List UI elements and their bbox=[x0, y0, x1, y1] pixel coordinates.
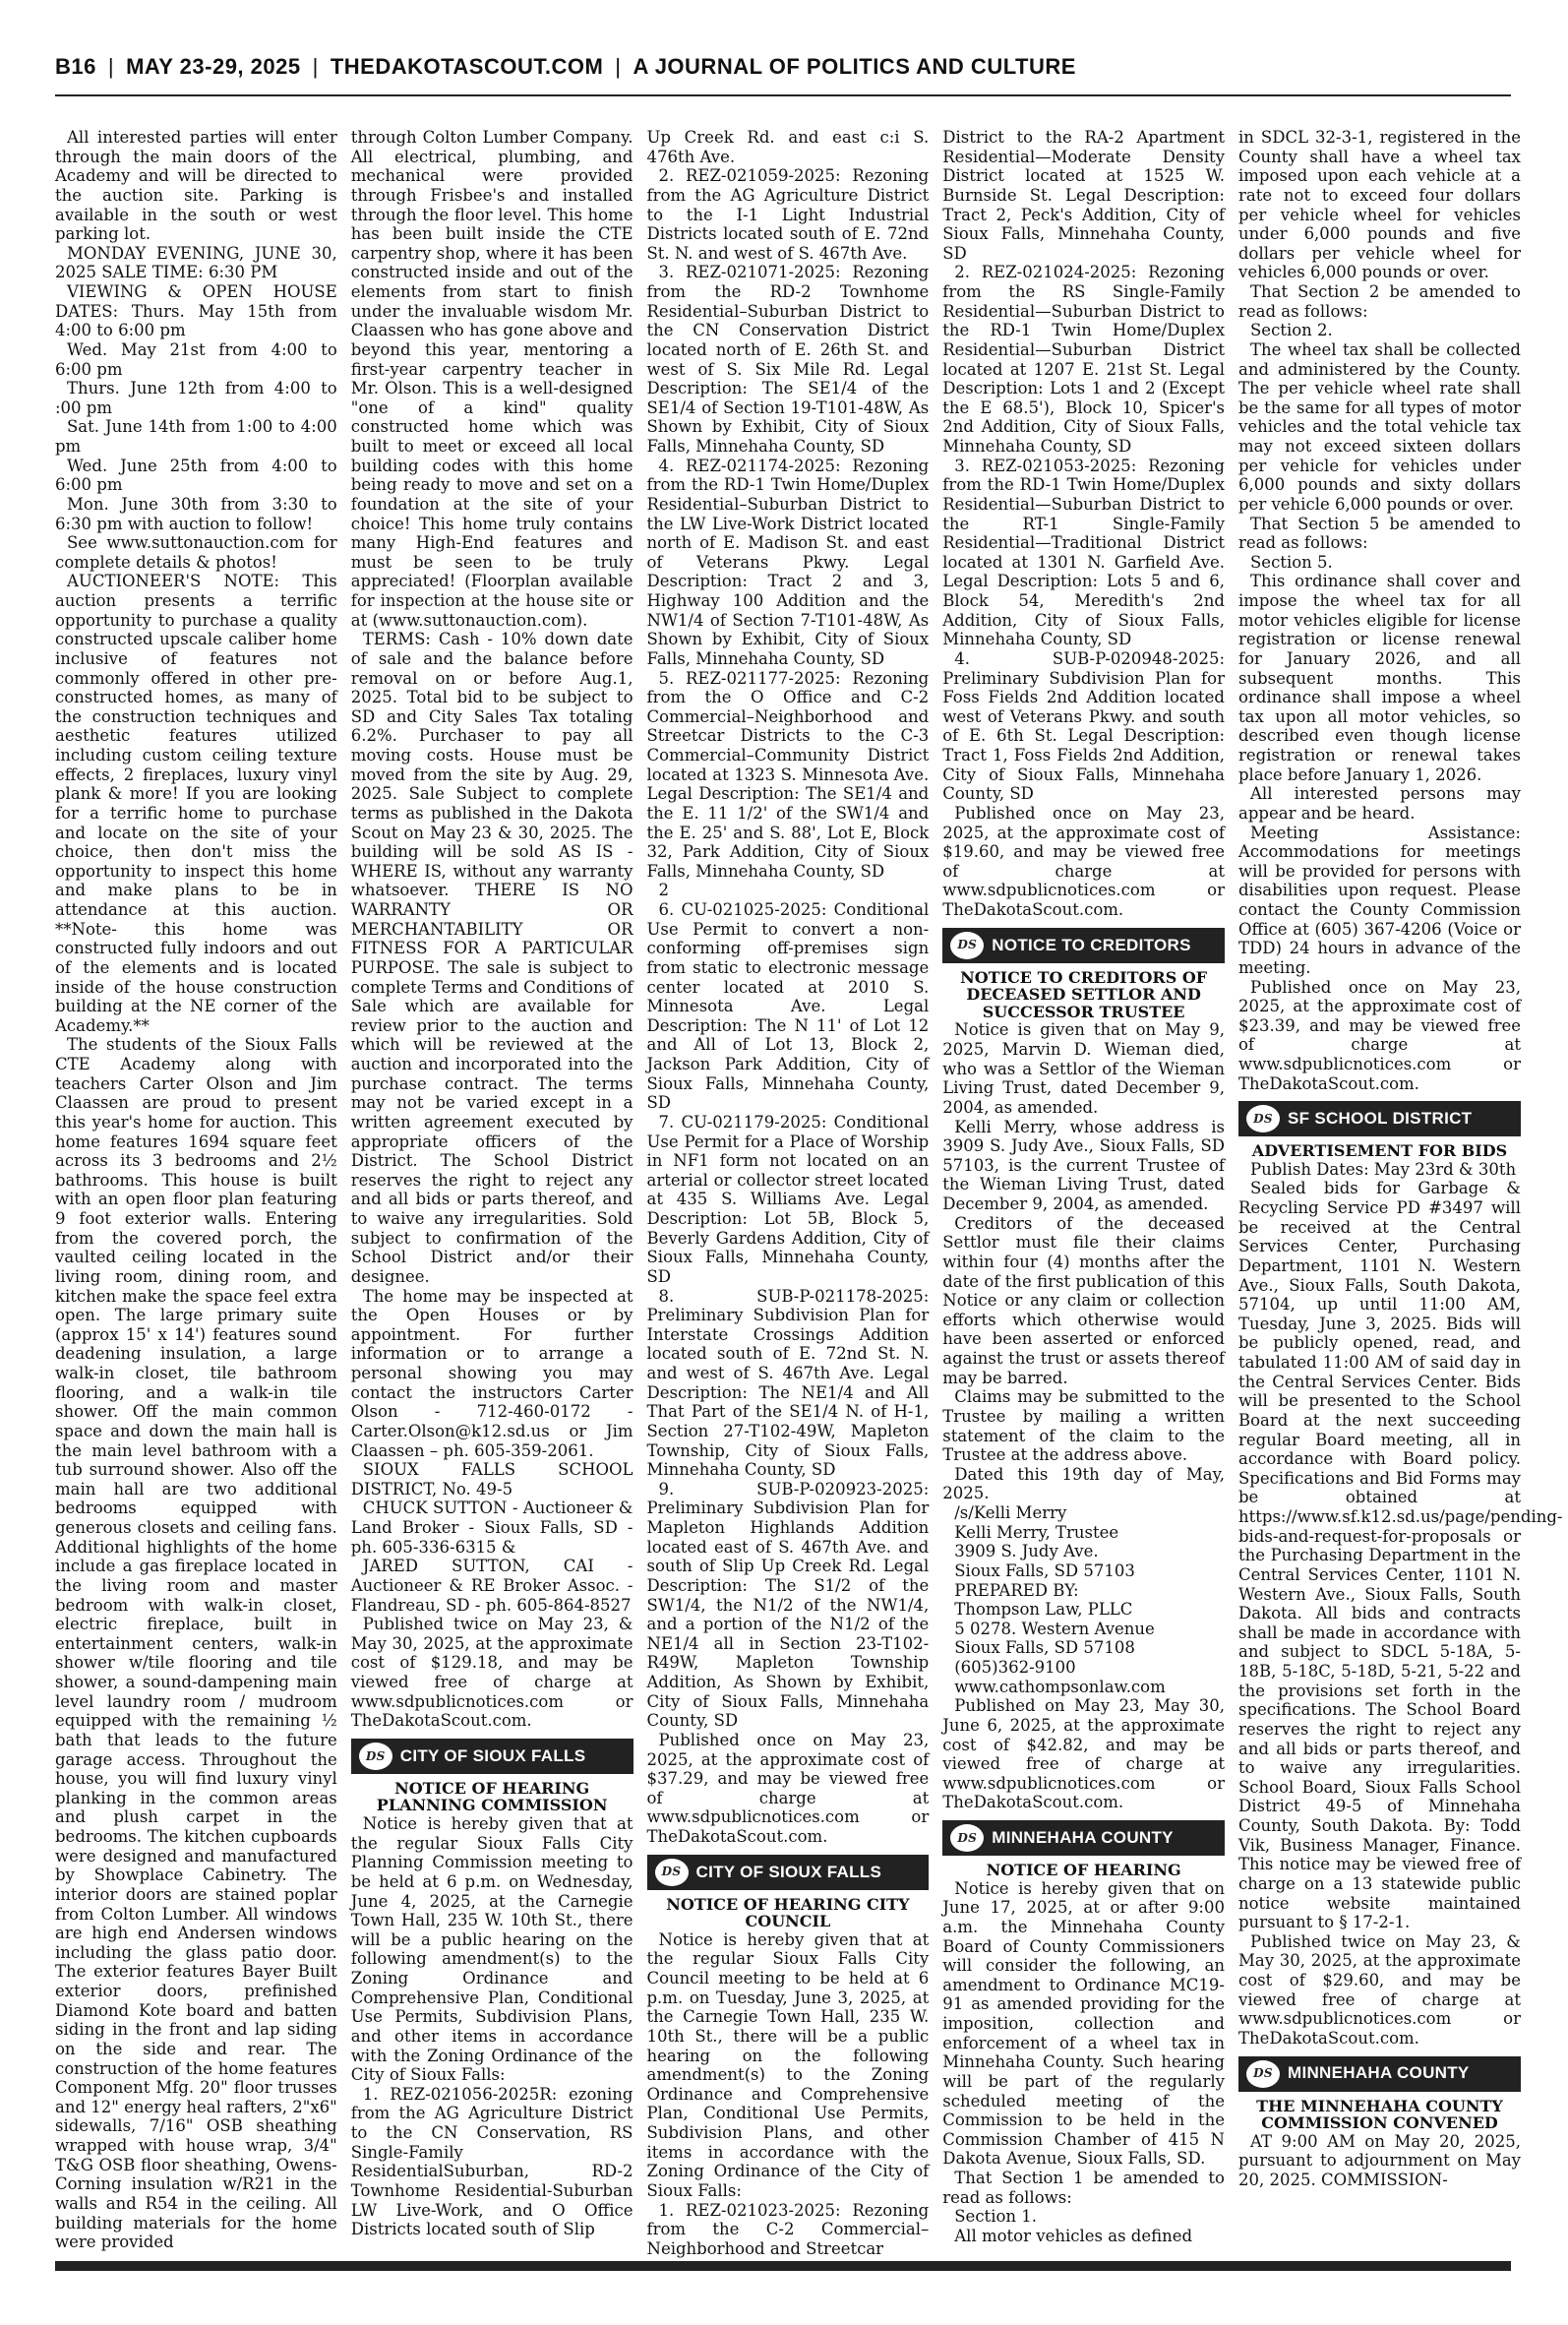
paragraph: The students of the Sioux Falls CTE Academy along with teachers Carter Olson and Jim Claassen are proud to present this year's home for auction. This home features 1694 square feet across its 3 bedrooms and 2½ bathrooms. This house is built with an open floor plan featuring 9 foot exterior walls. Entering from the covered porch, the vaulted ceiling located in the living room, dining room, and kitchen make the space feel extra open. The large primary suite (approx 15' x 14') features sound deadening insulation, a large walk-in closet, tile bathroom flooring, and a walk-in tile shower. Off the main common space and down the main hall is the main level bathroom with a tub surround shower. Also off the main hall are two additional bedrooms equipped with generous closets and ceiling fans. Additional highlights of the home include a gas fireplace located in the living room and master bedroom with walk-in closet, electric fireplace, built in entertainment centers, walk-in shower w/tile flooring and tile shower, a sound-dampening main level laundry room / mudroom equipped with the remaining ½ bath that leads to the future garage access. Throughout the house, you will find luxury vinyl planking in the common areas and plush carpet in the bedrooms. The kitchen cupboards were designed and manufactured by Showplace Cabinetry. The interior doors are stained poplar from Colton Lumber. All windows are high end Andersen windows including the glass patio door. The exterior features Bayer Built exterior doors, prefinished Diamond Kote board and batten siding in the front and lap siding on the side and rear. The construction of the home features Component Mfg. 20" floor trusses and 12" energy heal rafters, 2"x6" sidewalls, 7/16" OSB sheathing wrapped with house wrap, 3/4" T&G OSB floor sheathing, Owens-Corning insulation w/R21 in the walls and R54 in the ceiling. All building materials for the home were provided bbox=[55, 1035, 337, 2252]
dakota-scout-logo-icon: DS bbox=[655, 1859, 689, 1886]
paragraph: Notice is hereby given that at the regular Sioux Falls City Planning Commission meeting to be held at 6 p.m. on Wednesday, June 4, 2025, at the Carnegie Town Hall, 235 W. 10th St., there will be a public hearing on the following amendment(s) to the Zoning Ordinance and Comprehensive Plan, Conditional Use Permits, Subdivision Plans, and other items in accordance with the Zoning Ordinance of the City of Sioux Falls: bbox=[350, 1814, 633, 2085]
notice-heading: NOTICE TO CREDITORS OF DECEASED SETTLOR AND SUCCESSOR TRUSTEE bbox=[960, 967, 1208, 1021]
notice-columns bbox=[55, 128, 1563, 2258]
site-name[interactable]: THEDAKOTASCOUT.COM bbox=[330, 54, 604, 79]
paragraph: All interested parties will enter through the main doors of the Academy and will be directed to the auction site. Parking is available in the south or west parking lot. bbox=[55, 128, 337, 244]
paragraph: Section 5. bbox=[1250, 552, 1333, 572]
notice-heading: NOTICE OF HEARING CITY COUNCIL bbox=[666, 1894, 910, 1931]
header-separator: | bbox=[312, 54, 319, 79]
paragraph: Meeting Assistance: Accommodations for meetings will be provided for persons with disabilities upon request. Please contact the County Commission Office at (605) 367-4206 (Voice or TDD) 24 hours in advance of the meeting. bbox=[1238, 823, 1521, 977]
paragraph: Dated this 19th day of May, 2025. bbox=[942, 1464, 1225, 1503]
footer-rule bbox=[55, 2261, 1511, 2271]
paragraph: 5. REZ-021177-2025: Rezoning from the O Office and C-2 Commercial–Neighborhood and Streetcar Districts to the C-3 Commercial–Community District located at 1323 S. Minnesota Ave. Legal Description: The SE1/4 and the E. 11 1/2' of the SW1/4 and the E. 25' and S. 88', Lot E, Block 32, Park Addition, City of Sioux Falls, Minnehaha County, SD bbox=[646, 668, 930, 881]
paragraph: Sealed bids for Garbage & Recycling Service PD #3497 will be received at the Central Services Center, Purchasing Department, 1101 N. Western Ave., Sioux Falls, South Dakota, 57104, up until 11:00 AM, Tuesday, June 3, 2025. Bids will be publicly opened, read, and tabulated 11:00 AM of said day in the Central Services Center. Bids will be presented to the School Board at the next succeeding regular Board meeting, all in accordance with Board policy. Specifications and Bid Forms may be obtained at https://www.sf.k12.sd.us/page/pending-bids-and-request-for-proposals or the Purchasing Department in the Central Services Center, 1101 N. Western Ave., Sioux Falls, South Dakota. All bids and contracts shall be made in accordance with and subject to SDCL 5-18A, 5-18B, 5-18C, 5-18D, 5-21, 5-22 and the provisions set forth in the specifications. The School Board reserves the right to reject any and all bids or parts thereof, and to waive any irregularities. School Board, Sioux Falls School District 49-5 of Minnehaha County, South Dakota. By: Todd Vik, Business Manager, Finance. This notice may be viewed free of charge on a 13 statewide public notice website maintained pursuant to § 17-2-1. bbox=[1238, 1179, 1563, 1932]
paragraph: AUCTIONEER'S NOTE: This auction presents a terrific opportunity to purchase a quality constructed upscale caliber home inclusive of features not commonly offered in other pre-constructed homes, as many of the construction techniques and aesthetic features utilized including custom ceiling texture effects, 2 fireplaces, luxury vinyl plank & more! If you are looking for a terrific home to purchase and locate on the site of your choice, then don't miss the opportunity to inspect this home and make plans to be in attendance at this auction. **Note- this home was constructed fully indoors and out of the elements and is located inside of the house construction building at the NE corner of the Academy.** bbox=[55, 572, 337, 1035]
paragraph: 1. REZ-021056-2025R: ezoning from the AG Agriculture District to the CN Conservation, RS Single-Family ResidentialSuburban, RD-2 Townhome Residential-Suburban LW Live-Work, and O Office Districts located south of Slip bbox=[350, 2084, 633, 2239]
paragraph: Published once on May 23, 2025, at the approximate cost of $37.29, and may be viewed free of charge at www.sdpublicnotices.com or TheDakotaScout.com. bbox=[646, 1730, 930, 1846]
notice-heading: THE MINNEHAHA COUNTY COMMISSION CONVENED bbox=[1256, 2096, 1503, 2133]
banner-label: SF SCHOOL DISTRICT bbox=[1288, 1109, 1473, 1129]
header-separator: | bbox=[615, 54, 622, 79]
column-2 bbox=[351, 128, 633, 2253]
column-1 bbox=[55, 128, 337, 2253]
paragraph: Wed. May 21st from 4:00 to 6:00 pm bbox=[55, 339, 337, 379]
paragraph: District to the RA-2 Apartment Residential—Moderate Density District located at 1525 W. Burnside St. Legal Description: Tract 2, Peck's Addition, City of Sioux Falls, Minnehaha County, SD bbox=[942, 128, 1225, 263]
tagline: A JOURNAL OF POLITICS AND CULTURE bbox=[633, 54, 1076, 79]
paragraph: The wheel tax shall be collected and administered by the County. The per vehicle wheel rate shall be the same for all types of motor vehicles and the total vehicle tax may not exceed sixteen dollars per vehicle for vehicles under 6,000 pounds and sixty dollars per vehicle 6,000 pounds or over. bbox=[1238, 339, 1521, 514]
paragraph: VIEWING & OPEN HOUSE DATES: Thurs. May 15th from 4:00 to 6:00 pm bbox=[55, 282, 337, 340]
paragraph: 2. REZ-021024-2025: Rezoning from the RS Single-Family Residential—Suburban District to the RD-1 Twin Home/Duplex Residential—Suburban District located at 1207 E. 21st St. Legal Description: Lots 1 and 2 (Except the E 68.5'), Block 10, Spicer's 2nd Addition, City of Sioux Falls, Minnehaha County, SD bbox=[942, 263, 1225, 456]
address-line: 3909 S. Judy Ave. bbox=[954, 1542, 1099, 1561]
paragraph: See www.suttonauction.com for complete details & photos! bbox=[55, 533, 337, 572]
paragraph: Mon. June 30th from 3:30 to 6:30 pm with auction to follow! bbox=[55, 494, 337, 533]
section-banner-sf-school-district bbox=[1238, 1101, 1521, 1136]
paragraph: Up Creek Rd. and east c:i S. 476th Ave. bbox=[646, 128, 930, 166]
issue-date: MAY 23-29, 2025 bbox=[126, 54, 301, 79]
paragraph: 9. SUB-P-020923-2025: Preliminary Subdivision Plan for Mapleton Highlands Addition located east of S. 467th Ave. and south of Slip Up Creek Rd. Legal Description: The S1/2 of the SW1/4, the N1/2 of the NW1/4, and a portion of the N1/2 of the NE1/4 all in Section 23-T102-R49W, Mapleton Township Addition, As Shown by Exhibit, City of Sioux Falls, Minnehaha County, SD bbox=[646, 1479, 930, 1731]
banner-label: CITY OF SIOUX FALLS bbox=[399, 1745, 586, 1765]
section-banner-minnehaha-county bbox=[942, 1820, 1225, 1856]
column-4 bbox=[942, 128, 1225, 2253]
banner-label: CITY OF SIOUX FALLS bbox=[695, 1862, 882, 1881]
paragraph: AT 9:00 AM on May 20, 2025, pursuant to adjournment on May 20, 2025. COMMISSION- bbox=[1238, 2131, 1521, 2190]
paragraph: 3. REZ-021053-2025: Rezoning from the RD-1 Twin Home/Duplex Residential—Suburban District to the RT-1 Single-Family Residential—Traditional District located at 1301 N. Garfield Ave. Legal Description: Lots 5 and 6, Block 54, Meredith's 2nd Addition, City of Sioux Falls, Minnehaha County, SD bbox=[942, 456, 1225, 649]
paragraph: 4. REZ-021174-2025: Rezoning from the RD-1 Twin Home/Duplex Residential–Suburban District to the LW Live-Work District located north of E. Madison St. and east of Veterans Pkwy. Legal Description: Tract 2 and 3, Highway 100 Addition and the NW1/4 of Section 7-T101-48W, As Shown by Exhibit, City of Sioux Falls, Minnehaha County, SD bbox=[646, 456, 930, 668]
header-separator: | bbox=[107, 54, 115, 79]
paragraph: 2. REZ-021059-2025: Rezoning from the AG Agriculture District to the I-1 Light Industrial Districts located south of E. 72nd St. N. and west of S. 467th Ave. bbox=[646, 166, 930, 263]
address-line: (605)362-9100 bbox=[954, 1658, 1076, 1678]
header-rule bbox=[55, 94, 1511, 96]
paragraph: 4. SUB-P-020948-2025: Preliminary Subdivision Plan for Foss Fields 2nd Addition located west of Veterans Pkwy. and south of E. 6th St. Legal Description: Tract 1, Foss Fields 2nd Addition, City of Sioux Falls, Minnehaha County, SD bbox=[942, 648, 1225, 804]
paragraph: CHUCK SUTTON - Auctioneer & Land Broker - Sioux Falls, SD - ph. 605-336-6315 & bbox=[350, 1499, 633, 1557]
address-line: PREPARED BY: bbox=[954, 1580, 1079, 1600]
notice-heading: ADVERTISEMENT FOR BIDS bbox=[1251, 1141, 1508, 1161]
address-line: Sioux Falls, SD 57108 bbox=[954, 1638, 1135, 1658]
paragraph: 7. CU-021179-2025: Conditional Use Permit for a Place of Worship in NF1 form not located on an arterial or collector street located at 435 S. Williams Ave. Legal Description: Lot 5B, Block 5, Beverly Gardens Addition, City of Sioux Falls, Minnehaha County, SD bbox=[646, 1112, 930, 1286]
column-3 bbox=[646, 128, 930, 2258]
paragraph: Notice is hereby given that at the regular Sioux Falls City Council meeting to be held at 6 p.m. on Tuesday, June 3, 2025, at the Carnegie Town Hall, 235 W. 10th St., there will be a public hearing on the following amendment(s) to the Zoning Ordinance and Comprehensive Plan, Conditional Use Permits, Subdivision Plans, and other items in accordance with the Zoning Ordinance of the City of Sioux Falls: bbox=[646, 1929, 930, 2200]
paragraph: Creditors of the deceased Settlor must file their claims within four (4) months after the date of the first publication of this Notice or any claim or collection efforts which otherwise would have been asserted or enforced against the trust or assets thereof may be barred. bbox=[942, 1213, 1225, 1387]
paragraph: in SDCL 32-3-1, registered in the County shall have a wheel tax imposed upon each vehicle at a rate not to exceed four dollars per vehicle wheel for vehicles under 6,000 pounds and five dollars per vehicle wheel for vehicles 6,000 pounds or over. bbox=[1238, 128, 1521, 282]
paragraph: MONDAY EVENING, JUNE 30, 2025 SALE TIME: 6:30 PM bbox=[55, 243, 337, 282]
paragraph: The home may be inspected at the Open Houses or by appointment. For further information or to arrange a personal showing you may contact the instructors Carter Olson - 712-460-0172 - Carter.Olson@k12.sd.us or Jim Claassen – ph. 605-359-2061. bbox=[350, 1286, 633, 1460]
page-number: B16 bbox=[55, 54, 96, 79]
dakota-scout-logo-icon: DS bbox=[359, 1743, 392, 1770]
dakota-scout-logo-icon: DS bbox=[950, 1824, 984, 1852]
banner-label: MINNEHAHA COUNTY bbox=[1288, 2063, 1470, 2083]
paragraph: Published twice on May 23, & May 30, 2025, at the approximate cost of $29.60, and may be viewed free of charge at www.sdpublicnotices.com or TheDakotaScout.com. bbox=[1238, 1931, 1521, 2048]
paragraph: Kelli Merry, whose address is 3909 S. Judy Ave., Sioux Falls, SD 57103, is the current Trustee of the Wieman Living Trust, dated December 9, 2004, as amended. bbox=[942, 1117, 1225, 1214]
paragraph: All motor vehicles as defined bbox=[954, 2226, 1193, 2245]
paragraph: Thurs. June 12th from 4:00 to :00 pm bbox=[55, 379, 337, 417]
paragraph: Notice is hereby given that on June 17, 2025, at or after 9:00 a.m. the Minnehaha County Board of County Commissioners will consider the following, an amendment to Ordinance MC19-91 as amended providing for the imposition, collection and enforcement of a wheel tax in Minnehaha County. Such hearing will be part of the regularly scheduled meeting of the Commission to be held in the Commission Chamber of 415 N Dakota Avenue, Sioux Falls, SD. bbox=[942, 1878, 1225, 2169]
address-line: Sioux Falls, SD 57103 bbox=[954, 1560, 1135, 1580]
paragraph: TERMS: Cash - 10% down date of sale and the balance before removal on or before Aug.1, 2025. Total bid to be subject to SD and City Sales Tax totaling 6.2%. Purchaser to pay all moving costs. House must be moved from the site by Aug. 29, 2025. Sale Subject to complete terms as published in the Dakota Scout on May 23 & 30, 2025. The building will be sold AS IS - WHERE IS, without any warranty whatsoever. THERE IS NO WARRANTY OR MERCHANTABILITY OR FITNESS FOR A PARTICULAR PURPOSE. The sale is subject to complete Terms and Conditions of Sale which are available for review prior to the auction and which will be reviewed at the auction and incorporated into the purchase contract. The terms may not be varied except in a written agreement executed by appropriate officers of the District. The School District reserves the right to reject any and all bids or parts thereof, and to waive any irregularities. Sold subject to confirmation of the School District and/or their designee. bbox=[350, 630, 633, 1286]
dakota-scout-logo-icon: DS bbox=[1246, 2060, 1280, 2088]
paragraph: That Section 2 be amended to read as follows: bbox=[1238, 282, 1521, 321]
paragraph: Published twice on May 23, & May 30, 2025, at the approximate cost of $129.18, and may be viewed free of charge at www.sdpublicnotices.com or TheDakotaScout.com. bbox=[350, 1615, 633, 1731]
paragraph: All interested persons may appear and be heard. bbox=[1238, 784, 1521, 823]
paragraph: Published once on May 23, 2025, at the approximate cost of $19.60, and may be viewed free of charge at www.sdpublicnotices.com or TheDakotaScout.com. bbox=[942, 803, 1225, 919]
paragraph: Publish Dates: May 23rd & 30th bbox=[1250, 1159, 1517, 1179]
paragraph: 6. CU-021025-2025: Conditional Use Permit to convert a non-conforming off-premises sign from static to electronic message center located at 2010 S. Minnesota Ave. Legal Description: The N 11' of Lot 12 and All of Lot 13, Block 2, Jackson Park Addition, City of Sioux Falls, Minnehaha County, SD bbox=[646, 900, 930, 1113]
paragraph: SIOUX FALLS SCHOOL DISTRICT, No. 49-5 bbox=[350, 1460, 633, 1499]
dakota-scout-logo-icon: DS bbox=[950, 932, 984, 959]
paragraph: Wed. June 25th from 4:00 to 6:00 pm bbox=[55, 456, 337, 495]
address-line: www.cathompsonlaw.com bbox=[954, 1677, 1166, 1696]
banner-label: NOTICE TO CREDITORS bbox=[992, 935, 1191, 954]
address-line: 5 0278. Western Avenue bbox=[954, 1619, 1155, 1638]
section-banner-city-of-sioux-falls bbox=[351, 1739, 633, 1774]
paragraph: through Colton Lumber Company. All electrical, plumbing, and mechanical were provided through Frisbee's and installed through the floor level. This home has been built inside the CTE carpentry shop, where it has been constructed inside and out of the elements from start to finish under the invaluable wisdom Mr. Claassen who has gone above and beyond this year, mentoring a first-year carpentry teacher in Mr. Olson. This is a well-designed "one of a kind" quality constructed home which was built to meet or exceed all local building codes with this home being ready to move and set on a foundation at the site of your choice! This home truly contains many High-End features and must be seen to be truly appreciated! (Floorplan available for inspection at the house site or at (www.suttonauction.com). bbox=[350, 128, 633, 630]
paragraph: 2 bbox=[658, 881, 669, 900]
section-banner-notice-to-creditors bbox=[942, 928, 1225, 963]
paragraph: 8. SUB-P-021178-2025: Preliminary Subdivision Plan for Interstate Crossings Addition located south of E. 72nd St. N. and west of S. 467th Ave. Legal Description: The NE1/4 and All That Part of the SE1/4 N. of H-1, Section 27-T102-49W, Mapleton Township, City of Sioux Falls, Minnehaha County, SD bbox=[646, 1286, 930, 1480]
section-banner-city-of-sioux-falls bbox=[647, 1855, 930, 1890]
paragraph: JARED SUTTON, CAI - Auctioneer & RE Broker Assoc. - Flandreau, SD - ph. 605-864-8527 bbox=[350, 1557, 633, 1615]
section-banner-minnehaha-county bbox=[1238, 2056, 1521, 2092]
paragraph: Published once on May 23, 2025, at the approximate cost of $23.39, and may be viewed free of charge at www.sdpublicnotices.com or TheDakotaScout.com. bbox=[1238, 977, 1521, 1093]
page-header bbox=[55, 47, 1521, 87]
paragraph: This ordinance shall cover and impose the wheel tax for all motor vehicles eligible for license registration or license renewal for January 2026, and all subsequent months. This ordinance shall impose a wheel tax upon all motor vehicles, so described even though license registration or renewal takes place before January 1, 2026. bbox=[1238, 572, 1521, 784]
paragraph: 1. REZ-021023-2025: Rezoning from the C-2 Commercial–Neighborhood and Streetcar bbox=[646, 2200, 930, 2258]
paragraph: Section 1. bbox=[954, 2207, 1038, 2227]
signature-line: Kelli Merry, Trustee bbox=[954, 1522, 1119, 1542]
dakota-scout-logo-icon: DS bbox=[1246, 1105, 1280, 1132]
signature-line: /s/Kelli Merry bbox=[954, 1503, 1067, 1523]
address-line: Thompson Law, PLLC bbox=[954, 1600, 1133, 1620]
banner-label: MINNEHAHA COUNTY bbox=[992, 1827, 1174, 1847]
paragraph: 3. REZ-021071-2025: Rezoning from the RD-2 Townhome Residential–Suburban District to the CN Conservation District located north of E. 26th St. and west of S. Six Mile Rd. Legal Description: The SE1/4 of the SE1/4 of Section 19-T101-48W, As Shown by Exhibit, City of Sioux Falls, Minnehaha County, SD bbox=[646, 263, 930, 456]
notice-heading: NOTICE OF HEARING PLANNING COMMISSION bbox=[376, 1778, 608, 1815]
paragraph: Notice is given that on May 9, 2025, Marvin D. Wieman died, who was a Settlor of the Wieman Living Trust, dated December 9, 2004, as amended. bbox=[942, 1020, 1225, 1117]
column-5 bbox=[1238, 128, 1563, 2253]
paragraph: Claims may be submitted to the Trustee by mailing a written statement of the claim to the Trustee at the address above. bbox=[942, 1387, 1225, 1465]
paragraph: That Section 1 be amended to read as follows: bbox=[942, 2169, 1225, 2207]
paragraph: Section 2. bbox=[1250, 321, 1333, 340]
paragraph: Published on May 23, May 30, June 6, 2025, at the approximate cost of $42.82, and may be viewed free of charge at www.sdpublicnotices.com or TheDakotaScout.com. bbox=[942, 1696, 1225, 1812]
paragraph: Sat. June 14th from 1:00 to 4:00 pm bbox=[55, 417, 337, 456]
paragraph: That Section 5 be amended to read as follows: bbox=[1238, 514, 1521, 553]
notice-heading: NOTICE OF HEARING bbox=[986, 1861, 1181, 1880]
